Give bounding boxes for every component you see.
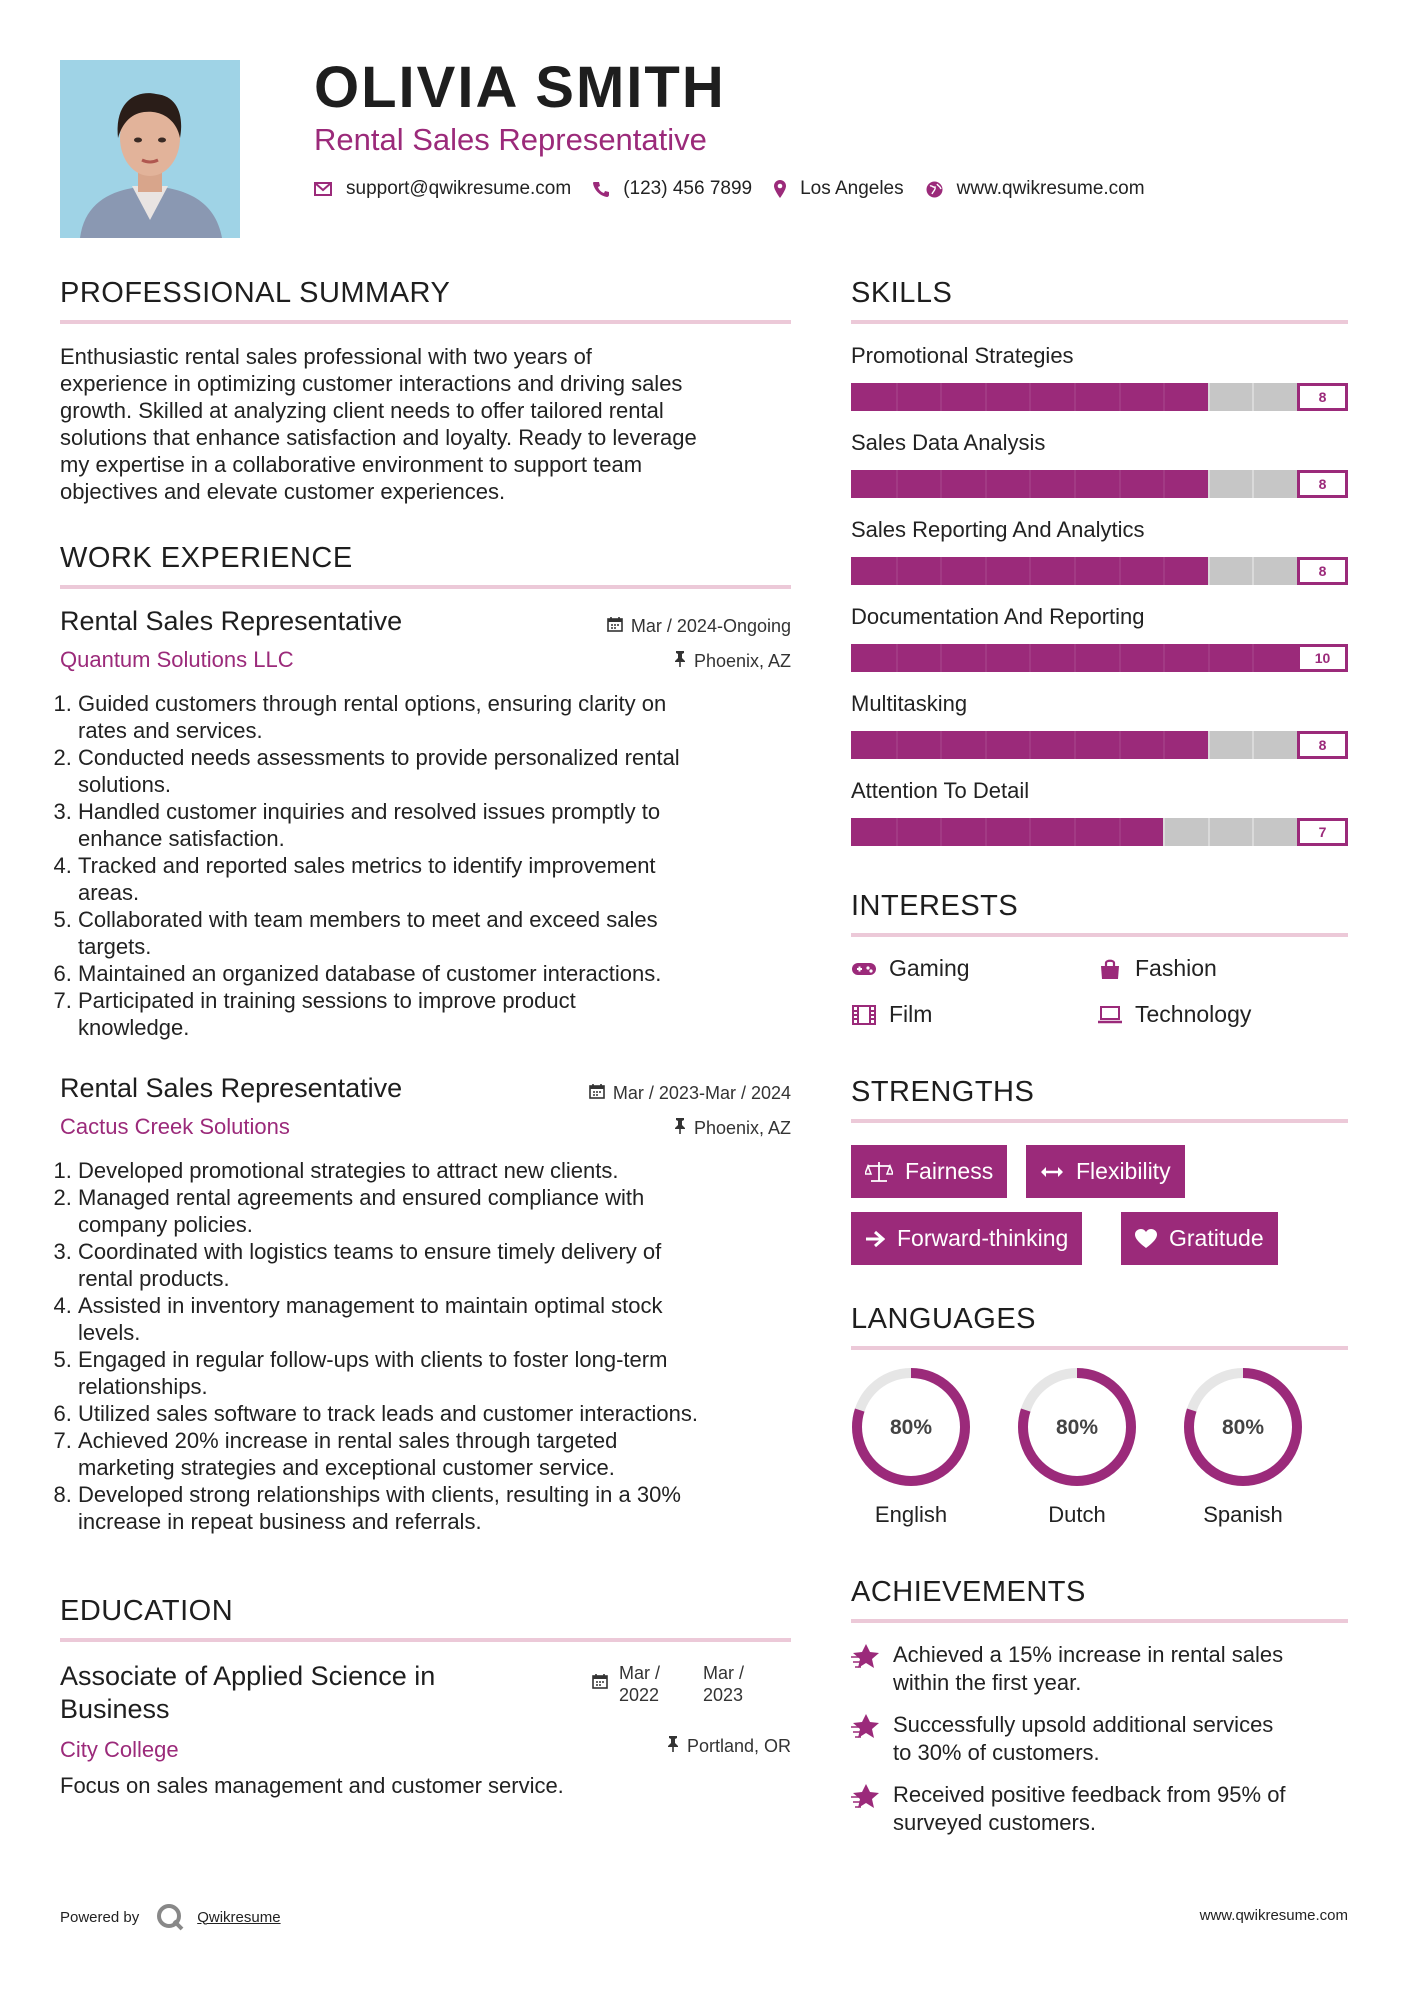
skill-bar-divider	[940, 470, 942, 498]
phone-text: (123) 456 7899	[623, 178, 753, 199]
skill-bar-divider	[1029, 470, 1031, 498]
gamepad-icon	[851, 961, 877, 977]
skill-level-badge: 7	[1297, 818, 1348, 846]
achievement-item	[851, 1711, 1273, 1767]
skill-level-badge: 8	[1297, 383, 1348, 411]
calendar-icon	[607, 616, 623, 637]
summary-heading: PROFESSIONAL SUMMARY	[60, 277, 451, 309]
interest-item: Film	[851, 1001, 932, 1028]
job-location	[480, 1118, 791, 1139]
skill-bar	[851, 470, 1348, 498]
summary-divider	[60, 320, 791, 324]
summary-line: Enthusiastic rental sales professional with two years of	[60, 344, 592, 369]
skill-bar-divider	[1074, 731, 1076, 759]
language-name: English	[874, 1502, 948, 1527]
skill-bar-divider	[985, 383, 987, 411]
job-title: Rental Sales Representative	[60, 606, 403, 636]
skill-bar-divider	[1208, 644, 1210, 672]
skill-bar	[851, 557, 1348, 585]
list-item: 1. Guided customers through rental options, ensuring clarity on rates and services.	[78, 690, 791, 744]
skill-bar-divider	[1252, 644, 1254, 672]
skill-bar	[851, 644, 1348, 672]
job-company: Cactus Creek Solutions	[60, 1114, 290, 1139]
experience-heading: WORK EXPERIENCE	[60, 542, 353, 574]
summary-text	[60, 343, 791, 505]
language-percent: 80%	[1221, 1416, 1265, 1439]
candidate-name: OLIVIA SMITH	[314, 55, 726, 120]
achievement-item	[851, 1781, 1286, 1837]
location-text: Los Angeles	[800, 178, 904, 199]
shopping-bag-icon	[1097, 958, 1123, 980]
interests-heading: INTERESTS	[851, 890, 1019, 922]
contact-website[interactable]	[926, 178, 1145, 200]
skill-level-badge: 8	[1297, 470, 1348, 498]
website-text: www.qwikresume.com	[956, 178, 1145, 199]
skill-bar-divider	[896, 383, 898, 411]
brand-link[interactable]: Qwikresume	[197, 1908, 281, 1926]
summary-line: experience in optimizing customer interactions and driving sales	[60, 371, 683, 396]
envelope-icon	[314, 182, 332, 196]
arrows-horizontal-icon	[1040, 1165, 1064, 1179]
summary-line: objectives and elevate customer experiences.	[60, 479, 506, 504]
list-item: 1. Developed promotional strategies to attract new clients.	[78, 1157, 791, 1184]
language-percent: 80%	[889, 1416, 933, 1439]
job-location	[480, 651, 791, 672]
skill-bar-divider	[940, 731, 942, 759]
pushpin-icon	[667, 1736, 679, 1757]
list-item: 5. Collaborated with team members to meet and exceed sales targets.	[78, 906, 791, 960]
skill-bar-divider	[940, 818, 942, 846]
job-location-text: Phoenix, AZ	[693, 1118, 791, 1138]
skill-bar-divider	[1074, 383, 1076, 411]
skill-bar-divider	[1163, 818, 1165, 846]
education-heading: EDUCATION	[60, 1595, 234, 1627]
strength-tag: Flexibility	[1026, 1145, 1185, 1198]
school-name: City College	[60, 1737, 179, 1762]
list-item: 5. Engaged in regular follow-ups with clients to foster long-term relationships.	[78, 1346, 791, 1400]
list-item: 4. Assisted in inventory management to maintain optimal stock levels.	[78, 1292, 791, 1346]
skill-bar-divider	[1163, 470, 1165, 498]
skill-bar-divider	[1252, 818, 1254, 846]
language-name: Spanish	[1203, 1502, 1283, 1527]
skill-bar-divider	[1119, 731, 1121, 759]
skill-bar-divider	[1119, 818, 1121, 846]
skill-level-badge: 8	[1297, 557, 1348, 585]
globe-icon	[926, 181, 943, 198]
skill-bar-divider	[1119, 383, 1121, 411]
job-date-text: Mar / 2023-Mar / 2024	[612, 1083, 791, 1103]
skill-bar	[851, 383, 1348, 411]
list-item: 2. Managed rental agreements and ensured compliance with company policies.	[78, 1184, 791, 1238]
degree-title: Associate of Applied Science in Business	[60, 1661, 436, 1724]
skill-bar-divider	[896, 818, 898, 846]
skill-bar-divider	[1029, 818, 1031, 846]
list-item: 6. Maintained an organized database of customer interactions.	[78, 960, 791, 987]
skill-level-badge: 10	[1297, 644, 1348, 672]
strengths-heading: STRENGTHS	[851, 1076, 1035, 1108]
experience-divider	[60, 585, 791, 589]
job-location-text: Phoenix, AZ	[693, 651, 791, 671]
list-item: 3. Coordinated with logistics teams to ensure timely delivery of rental products.	[78, 1238, 791, 1292]
skill-bar-divider	[896, 557, 898, 585]
skill-level-badge: 8	[1297, 731, 1348, 759]
footer-url[interactable]: www.qwikresume.com	[1199, 1907, 1348, 1924]
language-ring	[849, 1365, 973, 1489]
achievements-divider	[851, 1619, 1348, 1623]
pushpin-icon	[674, 651, 686, 672]
skill-bar-divider	[1074, 557, 1076, 585]
skill-bar	[851, 731, 1348, 759]
strengths-divider	[851, 1119, 1348, 1123]
star-badge-icon	[851, 1641, 893, 1697]
skill-bar-divider	[1163, 557, 1165, 585]
education-end-date: Mar / 2023	[703, 1663, 745, 1705]
skill-bar-divider	[985, 557, 987, 585]
skill-bar-divider	[1029, 731, 1031, 759]
skill-bar-divider	[1074, 818, 1076, 846]
summary-line: my expertise in a collaborative environment to support team	[60, 452, 643, 477]
skill-bar-divider	[1074, 644, 1076, 672]
interests-divider	[851, 933, 1348, 937]
skill-bar-divider	[1163, 644, 1165, 672]
achievement-item	[851, 1641, 1283, 1697]
skill-bar-divider	[1029, 644, 1031, 672]
skill-bar-divider	[1029, 557, 1031, 585]
job-date-text: Mar / 2024-Ongoing	[630, 616, 791, 636]
skill-bar-divider	[1029, 383, 1031, 411]
job-duties	[60, 1157, 791, 1535]
summary-line: solutions that enhance satisfaction and loyalty. Ready to leverage	[60, 425, 697, 450]
phone-icon	[593, 181, 609, 197]
job-date	[480, 616, 791, 637]
education-divider	[60, 1638, 791, 1642]
skill-bar-divider	[940, 383, 942, 411]
achievement-text: Achieved a 15% increase in rental sales within the first year.	[893, 1642, 1284, 1695]
list-item: 6. Utilized sales software to track leads and customer interactions.	[78, 1400, 791, 1427]
contact-email[interactable]	[314, 178, 571, 200]
skill-bar-divider	[1074, 470, 1076, 498]
skill-name: Multitasking	[851, 691, 968, 716]
list-item: 3. Handled customer inquiries and resolved issues promptly to enhance satisfaction.	[78, 798, 791, 852]
language-ring	[1015, 1365, 1139, 1489]
map-pin-icon	[774, 180, 786, 198]
interest-item: Gaming	[851, 955, 970, 982]
skill-bar-divider	[985, 644, 987, 672]
skill-bar-divider	[896, 731, 898, 759]
heart-icon	[1135, 1229, 1157, 1249]
skill-name: Promotional Strategies	[851, 343, 1074, 368]
contact-location	[774, 178, 904, 200]
job-company: Quantum Solutions LLC	[60, 647, 294, 672]
email-text: support@qwikresume.com	[346, 178, 572, 199]
skill-name: Sales Data Analysis	[851, 430, 1046, 455]
languages-heading: LANGUAGES	[851, 1303, 1036, 1335]
calendar-icon	[589, 1083, 605, 1104]
job-title: Rental Sales Representative	[60, 1073, 403, 1103]
star-badge-icon	[851, 1711, 893, 1767]
strength-tag: Forward-thinking	[851, 1212, 1082, 1265]
candidate-title: Rental Sales Representative	[314, 122, 707, 157]
list-item: 7. Achieved 20% increase in rental sales through targeted marketing strategies and exceptional customer service.	[78, 1427, 791, 1481]
skill-bar-divider	[1119, 557, 1121, 585]
skill-bar	[851, 818, 1348, 846]
skill-bar-divider	[1163, 731, 1165, 759]
skill-bar-divider	[1252, 731, 1254, 759]
skill-bar-divider	[985, 818, 987, 846]
skill-bar-divider	[940, 557, 942, 585]
footer-powered-by: Powered by Qwikresume	[60, 1902, 281, 1932]
achievements-heading: ACHIEVEMENTS	[851, 1576, 1086, 1608]
skill-bar-divider	[1208, 731, 1210, 759]
skill-bar-divider	[896, 470, 898, 498]
language-percent: 80%	[1055, 1416, 1099, 1439]
pushpin-icon	[674, 1118, 686, 1139]
balance-scale-icon	[865, 1161, 893, 1183]
skill-bar-divider	[896, 644, 898, 672]
achievement-text: Received positive feedback from 95% of surveyed customers.	[893, 1782, 1286, 1835]
skill-name: Documentation And Reporting	[851, 604, 1145, 629]
achievement-text: Successfully upsold additional services to 30% of customers.	[893, 1712, 1274, 1765]
summary-line: growth. Skilled at analyzing client needs to offer tailored rental	[60, 398, 664, 423]
education-location	[480, 1736, 791, 1757]
strength-tag: Fairness	[851, 1145, 1007, 1198]
skill-name: Attention To Detail	[851, 778, 1030, 803]
film-icon	[851, 1005, 877, 1025]
languages-divider	[851, 1346, 1348, 1350]
skill-bar-divider	[1208, 470, 1210, 498]
skill-name: Sales Reporting And Analytics	[851, 517, 1145, 542]
job-duties	[60, 690, 791, 1041]
list-item: 8. Developed strong relationships with clients, resulting in a 30% increase in repeat business and referrals.	[78, 1481, 791, 1535]
language-ring	[1181, 1365, 1305, 1489]
interest-item: Technology	[1097, 1001, 1251, 1028]
contact-row	[314, 178, 1167, 200]
language-name: Dutch	[1048, 1502, 1106, 1527]
arrow-right-icon	[865, 1230, 885, 1248]
list-item: 2. Conducted needs assessments to provide personalized rental solutions.	[78, 744, 791, 798]
skill-bar-divider	[1119, 470, 1121, 498]
job-date	[480, 1083, 791, 1104]
strength-tag: Gratitude	[1121, 1212, 1278, 1265]
laptop-icon	[1097, 1006, 1123, 1024]
education-start-date: Mar / 2022	[619, 1663, 661, 1705]
skill-bar-divider	[1208, 557, 1210, 585]
skill-bar-divider	[1119, 644, 1121, 672]
skill-bar-divider	[1252, 383, 1254, 411]
profile-photo	[60, 60, 240, 238]
star-badge-icon	[851, 1781, 893, 1837]
education-location-text: Portland, OR	[686, 1736, 791, 1756]
skill-bar-divider	[1163, 383, 1165, 411]
skill-bar-divider	[985, 731, 987, 759]
skill-bar-divider	[1208, 383, 1210, 411]
interest-item: Fashion	[1097, 955, 1217, 982]
skill-bar-divider	[1208, 818, 1210, 846]
qwikresume-logo-icon	[155, 1902, 185, 1932]
education-note: Focus on sales management and customer service.	[60, 1773, 564, 1798]
list-item: 7. Participated in training sessions to improve product knowledge.	[78, 987, 791, 1041]
skill-bar-divider	[940, 644, 942, 672]
skills-heading: SKILLS	[851, 277, 953, 309]
skills-divider	[851, 320, 1348, 324]
skill-bar-divider	[1252, 470, 1254, 498]
skill-bar-divider	[1252, 557, 1254, 585]
skill-bar-divider	[985, 470, 987, 498]
list-item: 4. Tracked and reported sales metrics to identify improvement areas.	[78, 852, 791, 906]
contact-phone[interactable]	[593, 178, 752, 200]
calendar-icon	[592, 1673, 608, 1694]
